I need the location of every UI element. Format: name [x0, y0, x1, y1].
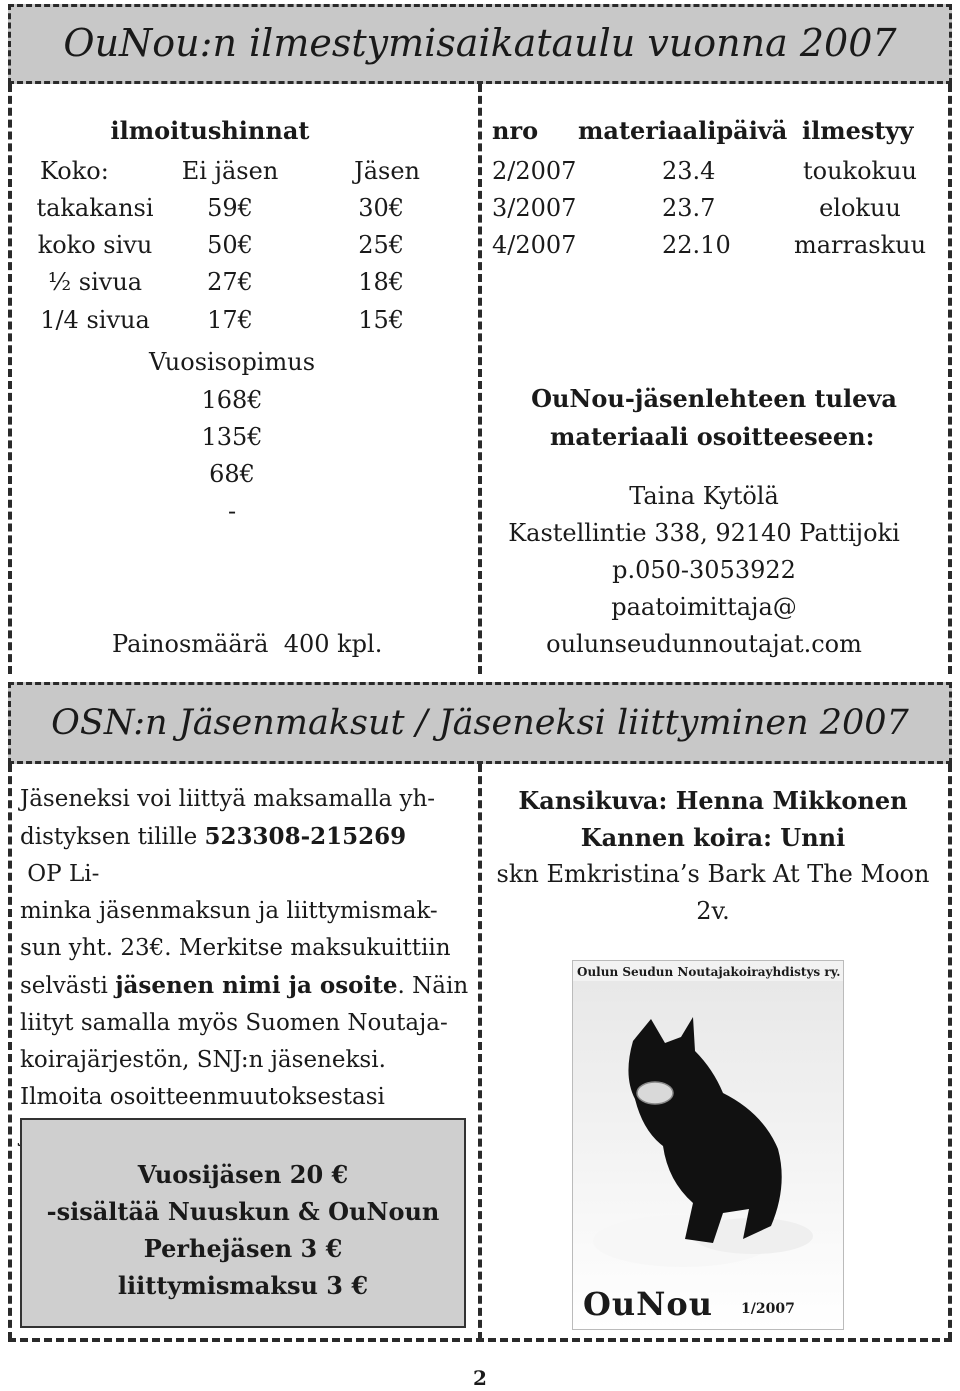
frame-left — [8, 84, 12, 674]
fee-line: Perhejäsen 3 € — [143, 1234, 343, 1263]
issue-published: elokuu — [819, 194, 901, 222]
ads-col-size: Koko: — [40, 157, 109, 185]
print-run: Painosmäärä 400 kpl. — [112, 630, 383, 658]
contact-heading: OuNou-jäsenlehteen tuleva — [531, 384, 897, 413]
fee-line: -sisältää Nuuskun & OuNoun — [46, 1197, 440, 1226]
ads-row-size: koko sivu — [37, 231, 153, 259]
cover-photo-credit: Kansikuva: Henna Mikkonen — [518, 786, 908, 815]
cover-dog-name: skn Emkristina’s Bark At The Moon — [496, 860, 930, 888]
contact-email: oulunseudunnoutajat.com — [546, 630, 862, 658]
membership-banner — [8, 682, 952, 764]
membership-banner-title: OSN:n Jäsenmaksut / Jäseneksi liittyminen 2007 — [51, 703, 909, 743]
fee-line: liittymismaksu 3 € — [117, 1271, 369, 1300]
page-number: 2 — [473, 1366, 487, 1390]
issues-col-nro: nro — [492, 116, 539, 145]
issue-material: 22.10 — [662, 231, 731, 259]
ads-col-nonmember: Ei jäsen — [181, 157, 279, 185]
membership-line: selvästi jäsenen nimi ja osoite. Näin — [20, 972, 469, 999]
fee-box — [20, 1118, 466, 1328]
issue-nro: 4/2007 — [492, 231, 577, 259]
membership-line: minka jäsenmaksun ja liittymismak- — [20, 898, 438, 924]
account-number: 523308-215269 — [204, 823, 407, 850]
contact-name: Taina Kytölä — [629, 482, 779, 510]
ads-col-member: Jäsen — [354, 157, 420, 185]
cover-dog: Kannen koira: Unni — [580, 823, 846, 852]
cover-image — [572, 960, 844, 1330]
annual-value: 135€ — [201, 423, 263, 451]
issue-material: 23.7 — [662, 194, 716, 222]
cover-issue: 1/2007 — [741, 1301, 795, 1317]
issues-col-material: materiaalipäivä — [578, 116, 788, 145]
annual-value: - — [227, 497, 237, 525]
ads-heading: ilmoitushinnat — [110, 116, 310, 145]
issue-published: toukokuu — [803, 157, 917, 185]
membership-line: koirajärjestön, SNJ:n jäseneksi. — [20, 1047, 386, 1073]
ads-row-nonmember: 59€ — [207, 194, 253, 222]
ads-row-member: 15€ — [358, 306, 404, 334]
issue-published: marraskuu — [793, 231, 927, 259]
membership-text — [20, 781, 480, 1153]
frame-left — [8, 764, 12, 1340]
ads-row-nonmember: 17€ — [207, 306, 253, 334]
contact-email: paatoimittaja@ — [611, 593, 797, 621]
annual-heading: Vuosisopimus — [148, 348, 316, 376]
issue-nro: 3/2007 — [492, 194, 577, 222]
fee-line: Vuosijäsen 20 € — [137, 1160, 349, 1189]
contact-phone: p.050-3053922 — [612, 556, 796, 584]
ads-row-member: 18€ — [358, 268, 404, 296]
ads-row-size: ½ sivua — [47, 268, 143, 296]
contact-address: Kastellintie 338, 92140 Pattijoki — [508, 519, 900, 547]
ads-row-nonmember: 27€ — [207, 268, 253, 296]
ads-row-member: 30€ — [358, 194, 404, 222]
issues-col-published: ilmestyy — [802, 116, 914, 145]
cover-image-header: Oulun Seudun Noutajakoirayhdistys ry. — [577, 965, 841, 979]
ads-row-size: takakansi — [36, 194, 154, 222]
membership-line: liityt samalla myös Suomen Noutaja- — [20, 1010, 448, 1036]
emphasis: jäsenen nimi ja osoite — [115, 972, 398, 999]
schedule-banner — [8, 4, 952, 84]
membership-line: distyksen tilille 523308-215269 OP Li- — [20, 823, 407, 887]
membership-line: Ilmoita osoitteenmuutoksestasi — [20, 1084, 385, 1110]
cover-logo: OuNou — [583, 1285, 713, 1323]
membership-line: sun yht. 23€. Merkitse maksukuittiin — [20, 935, 451, 961]
schedule-banner-title: OuNou:n ilmestymisaikataulu vuonna 2007 — [63, 21, 897, 65]
frame-right — [948, 84, 952, 674]
dog-photo-icon — [573, 981, 843, 1329]
issue-nro: 2/2007 — [492, 157, 577, 185]
ads-row-nonmember: 50€ — [207, 231, 253, 259]
issue-material: 23.4 — [662, 157, 716, 185]
annual-value: 68€ — [209, 460, 255, 488]
cover-dog-age: 2v. — [696, 897, 730, 925]
frame-right — [948, 764, 952, 1340]
frame-bottom — [8, 1338, 952, 1342]
membership-line: Jäseneksi voi liittyä maksamalla yh- — [20, 786, 436, 812]
frame-middle — [478, 84, 482, 674]
contact-heading: materiaali osoitteeseen: — [550, 422, 875, 451]
annual-value: 168€ — [201, 386, 263, 414]
ads-row-size: 1/4 sivua — [40, 306, 150, 334]
ads-row-member: 25€ — [358, 231, 404, 259]
